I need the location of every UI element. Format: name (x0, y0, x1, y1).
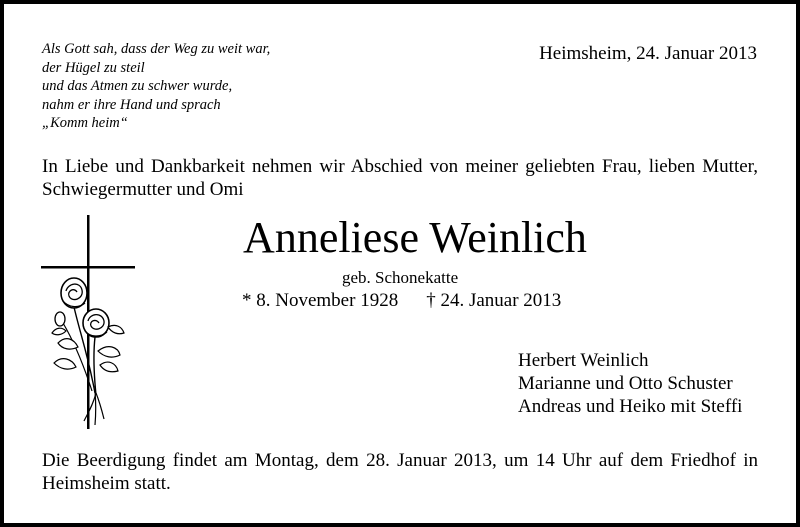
mourner: Herbert Weinlich (518, 350, 649, 371)
death-date: † 24. Januar 2013 (426, 290, 562, 311)
mourner: Marianne und Otto Schuster (518, 373, 733, 394)
poem-line: nahm er ihre Hand und sprach (42, 96, 221, 113)
poem-line: Als Gott sah, dass der Weg zu weit war, (42, 41, 271, 57)
maiden-name: geb. Schonekatte (342, 268, 459, 287)
deceased-name: Anneliese Weinlich (243, 213, 587, 262)
poem-line: und das Atmen zu schwer wurde, (42, 78, 233, 94)
place-date: Heimsheim, 24. Januar 2013 (539, 43, 757, 64)
mourner: Andreas und Heiko mit Steffi (518, 396, 743, 417)
cross-with-roses-icon (38, 215, 138, 433)
life-dates (242, 290, 561, 312)
birth-date: * 8. November 1928 (242, 290, 399, 311)
poem (42, 40, 270, 133)
intro-text: In Liebe und Dankbarkeit nehmen wir Abschied von meiner geliebten Frau, lieben Mutter, Schwiegermutter und Omi (42, 156, 758, 200)
mourners-list (518, 349, 742, 418)
funeral-notice: Die Beerdigung findet am Montag, dem 28. Januar 2013, um 14 Uhr auf dem Friedhof in Heimsheim statt. (42, 450, 758, 494)
poem-line: „Komm heim“ (42, 115, 128, 131)
poem-line: der Hügel zu steil (42, 59, 145, 76)
